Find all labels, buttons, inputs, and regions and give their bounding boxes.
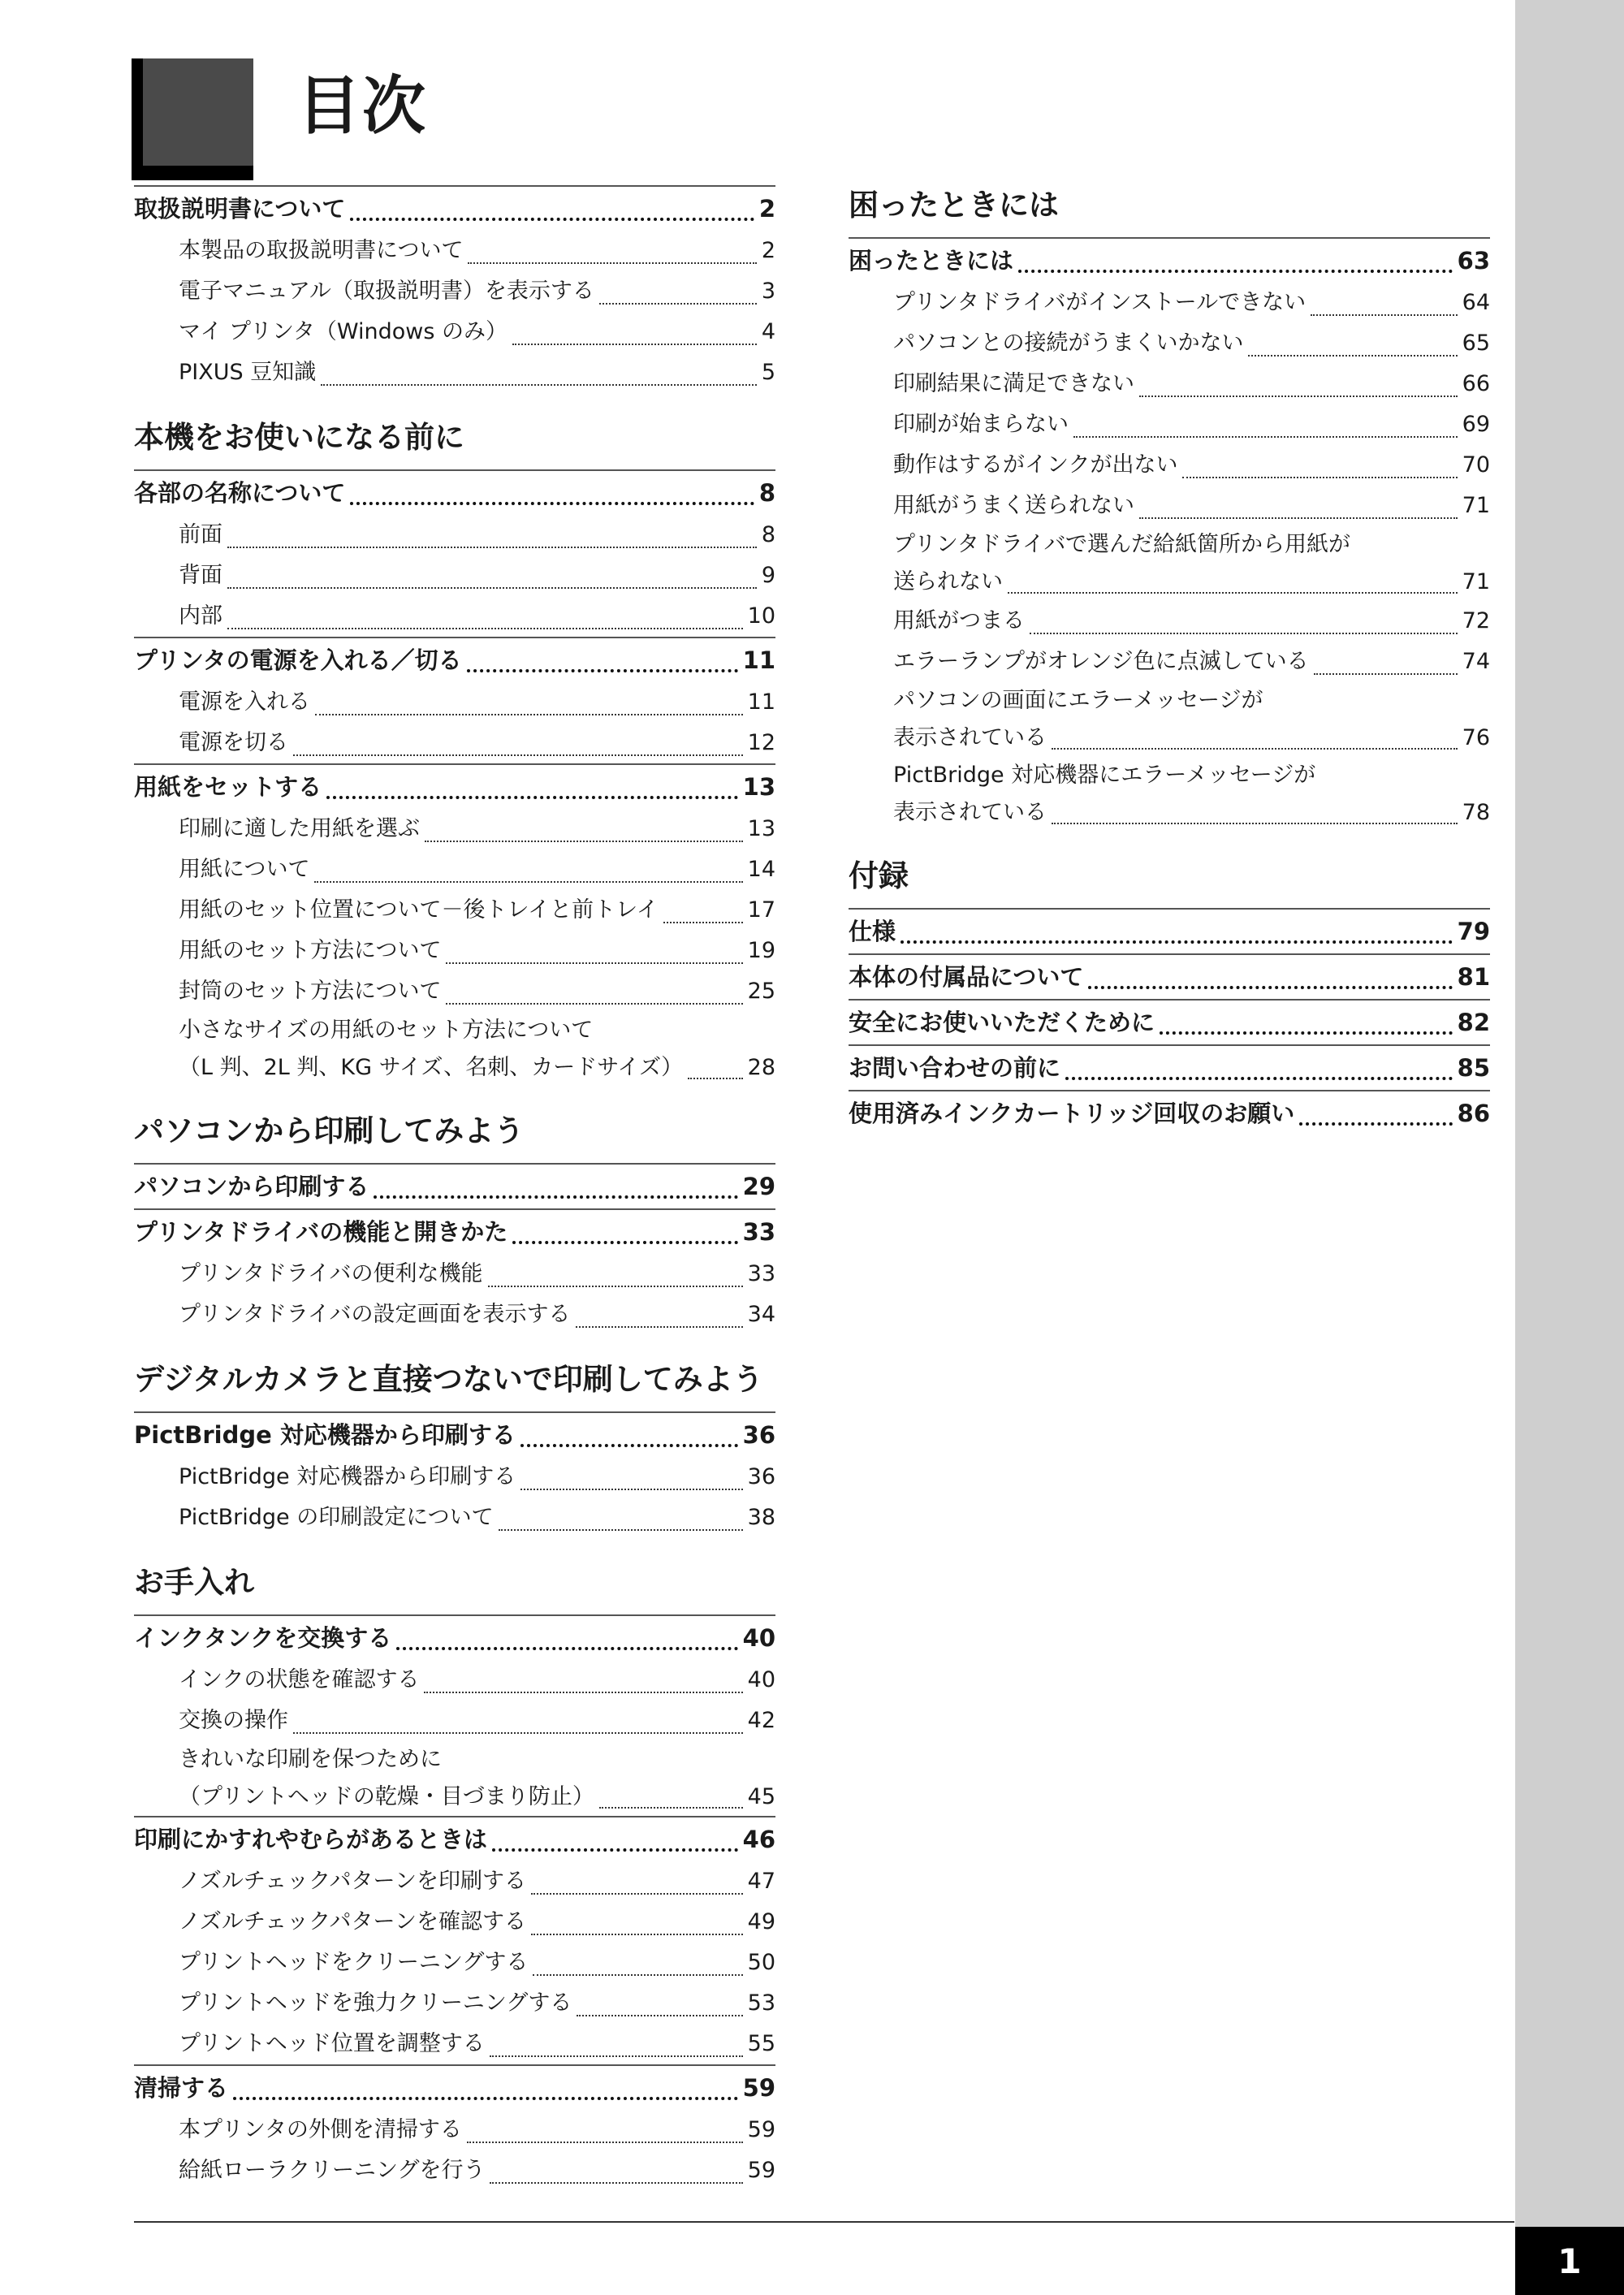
toc-page-number: 79 [1457, 918, 1490, 945]
dot-leader [1088, 986, 1452, 989]
toc-chapter-entry[interactable] [134, 1816, 775, 1861]
toc-page-number: 14 [747, 857, 775, 882]
dot-leader [446, 962, 742, 964]
toc-page-number: 2 [758, 195, 775, 223]
toc-page-number: 34 [747, 1302, 775, 1327]
toc-subentry[interactable] [134, 1457, 775, 1498]
dot-leader [315, 714, 743, 715]
toc-subentry[interactable] [134, 1861, 775, 1902]
section-heading: 付録 [849, 858, 909, 893]
toc-entry-label: プリンタの電源を入れる／切る [134, 646, 462, 674]
toc-entry-label: パソコンとの接続がうまくいかない [893, 331, 1244, 356]
dot-leader [1052, 823, 1458, 824]
toc-left-column [134, 185, 775, 2191]
toc-subentry[interactable] [849, 486, 1490, 526]
toc-subentry[interactable] [134, 2024, 775, 2064]
section-heading: デジタルカメラと直接つないで印刷してみよう [134, 1362, 763, 1397]
toc-page-number: 69 [1462, 412, 1490, 437]
toc-entry-row2 [893, 564, 1490, 601]
toc-subentry[interactable] [849, 323, 1490, 364]
toc-subentry[interactable] [849, 283, 1490, 323]
toc-entry-label: 使用済みインクカートリッジ回収のお願い [849, 1100, 1295, 1127]
dot-leader [227, 628, 743, 629]
toc-subentry[interactable] [134, 1741, 775, 1816]
toc-page-number: 33 [747, 1261, 775, 1286]
toc-subentry[interactable] [134, 352, 775, 393]
toc-subentry[interactable] [134, 931, 775, 971]
dot-leader [1248, 355, 1457, 357]
toc-entry-label: プリントヘッドをクリーニングする [179, 1950, 529, 1975]
dot-leader [1018, 270, 1453, 273]
toc-entry-label: 本製品の取扱説明書について [179, 238, 464, 263]
toc-subentry[interactable] [134, 1660, 775, 1701]
toc-entry-label: 用紙がうまく送られない [893, 493, 1134, 518]
section-heading: お手入れ [134, 1565, 254, 1600]
toc-entry-label-line1: PictBridge 対応機器にエラーメッセージが [893, 763, 1316, 788]
dot-leader [599, 1807, 743, 1809]
toc-page-number: 46 [742, 1826, 775, 1853]
title-block [143, 58, 253, 166]
toc-entry-label: プリンタドライバの設定画面を表示する [179, 1302, 571, 1327]
dot-leader [577, 2015, 742, 2016]
toc-entry-label: 用紙をセットする [134, 773, 322, 801]
toc-chapter-entry[interactable] [134, 1208, 775, 1254]
toc-entry-label: 電子マニュアル（取扱説明書）を表示する [179, 279, 594, 304]
toc-entry-label: 取扱説明書について [134, 195, 346, 223]
toc-entry-label: 印刷が始まらない [893, 412, 1069, 437]
side-strip [1515, 0, 1624, 2295]
toc-entry-row2 [179, 1779, 775, 1816]
dot-leader [533, 1974, 742, 1976]
toc-entry-label: プリントヘッド位置を調整する [179, 2031, 485, 2056]
toc-page-number: 5 [761, 360, 775, 385]
toc-chapter-entry[interactable] [849, 953, 1490, 999]
toc-page-number: 59 [747, 2117, 775, 2142]
toc-page-number: 71 [1462, 493, 1490, 518]
toc-entry-label-line1: パソコンの画面にエラーメッセージが [893, 688, 1263, 713]
toc-entry-label-line2: 表示されている [893, 800, 1047, 825]
toc-subentry[interactable] [134, 682, 775, 723]
toc-page-number: 55 [747, 2031, 775, 2056]
dot-leader [901, 940, 1453, 944]
toc-entry-label: 交換の操作 [179, 1708, 288, 1733]
dot-leader [688, 1078, 743, 1079]
toc-entry-label: 本プリンタの外側を清掃する [179, 2117, 462, 2142]
toc-page-number: 11 [742, 646, 775, 674]
dot-leader [468, 262, 756, 264]
toc-page-number: 42 [747, 1708, 775, 1733]
dot-leader [425, 841, 743, 842]
dot-leader [663, 922, 743, 923]
toc-entry-label-line2: 表示されている [893, 725, 1047, 750]
toc-subentry[interactable] [134, 1012, 775, 1087]
toc-page-number: 70 [1462, 452, 1490, 478]
toc-page-number: 65 [1462, 331, 1490, 356]
toc-page-number: 64 [1462, 290, 1490, 315]
toc-entry-label: お問い合わせの前に [849, 1054, 1061, 1082]
toc-entry-label: 印刷結果に満足できない [893, 371, 1134, 396]
toc-entry-label: 安全にお使いいただくために [849, 1009, 1155, 1036]
dot-leader [531, 1934, 743, 1935]
toc-subentry[interactable] [134, 1294, 775, 1335]
toc-chapter-entry[interactable] [134, 1614, 775, 1660]
dot-leader [1139, 517, 1458, 519]
toc-page-number: 47 [747, 1869, 775, 1894]
section-heading: パソコンから印刷してみよう [134, 1113, 525, 1148]
toc-page-number: 72 [1462, 608, 1490, 633]
dot-leader [488, 1286, 743, 1287]
dot-leader [374, 1195, 737, 1199]
dot-leader [233, 2097, 738, 2100]
toc-page-number: 71 [1462, 569, 1490, 594]
toc-entry-label: PictBridge 対応機器から印刷する [179, 1464, 516, 1489]
dot-leader [293, 754, 743, 756]
toc-page-number: 11 [747, 689, 775, 715]
toc-entry-label: PictBridge の印刷設定について [179, 1505, 494, 1530]
toc-entry-label: マイ プリンタ（Windows のみ） [179, 319, 508, 344]
toc-subentry[interactable] [849, 757, 1490, 832]
dot-leader [520, 1444, 738, 1447]
toc-chapter-entry[interactable] [134, 763, 775, 809]
dot-leader [512, 1241, 737, 1244]
toc-entry-label: インクタンクを交換する [134, 1624, 392, 1652]
toc-entry-label: 用紙について [179, 857, 310, 882]
toc-entry-label: 電源を切る [179, 730, 288, 755]
dot-leader [1299, 1122, 1452, 1126]
toc-subentry[interactable] [134, 271, 775, 312]
toc-entry-row2 [893, 720, 1490, 757]
toc-entry-label: 印刷に適した用紙を選ぶ [179, 816, 420, 841]
dot-leader [576, 1326, 743, 1328]
toc-chapter-entry[interactable] [849, 908, 1490, 953]
dot-leader [446, 1003, 742, 1005]
toc-entry-label: 動作はするがインクが出ない [893, 452, 1178, 478]
dot-leader [1139, 395, 1458, 397]
toc-entry-label: プリンタドライバの機能と開きかた [134, 1218, 508, 1246]
page-number: 1 [1515, 2227, 1624, 2295]
dot-leader [1182, 477, 1457, 478]
toc-page-number: 17 [747, 897, 775, 923]
toc-page-number: 13 [742, 773, 775, 801]
toc-entry-label: 内部 [179, 603, 222, 629]
toc-page-number: 45 [747, 1784, 775, 1809]
toc-page-number: 13 [747, 816, 775, 841]
toc-entry-label: 前面 [179, 522, 222, 547]
toc-subentry[interactable] [849, 642, 1490, 682]
toc-subentry[interactable] [134, 971, 775, 1012]
dot-leader [321, 384, 757, 386]
dot-leader [467, 669, 738, 672]
toc-subentry[interactable] [134, 515, 775, 555]
section-heading: 困ったときには [849, 188, 1059, 223]
toc-entry-label: プリンタドライバがインストールできない [893, 290, 1307, 315]
toc-subentry[interactable] [849, 364, 1490, 404]
toc-entry-row2 [179, 1049, 775, 1087]
toc-chapter-entry[interactable] [849, 1044, 1490, 1090]
toc-entry-label: 電源を入れる [179, 689, 310, 715]
toc-subentry[interactable] [849, 404, 1490, 445]
toc-subentry[interactable] [134, 849, 775, 890]
toc-chapter-entry[interactable] [134, 637, 775, 682]
toc-entry-label: プリントヘッドを強力クリーニングする [179, 1990, 572, 2016]
dot-leader [1311, 314, 1458, 316]
dot-leader [1008, 592, 1458, 594]
toc-page-number: 74 [1462, 649, 1490, 674]
toc-entry-label: インクの状態を確認する [179, 1667, 420, 1692]
dot-leader [424, 1692, 742, 1693]
toc-subentry[interactable] [849, 682, 1490, 757]
dot-leader [227, 547, 757, 548]
toc-chapter-entry[interactable] [134, 1411, 775, 1457]
toc-page-number: 50 [747, 1950, 775, 1975]
dot-leader [531, 1893, 743, 1895]
toc-entry-label: PIXUS 豆知識 [179, 360, 317, 385]
toc-chapter-entry[interactable] [134, 2064, 775, 2110]
toc-page-number: 29 [742, 1173, 775, 1200]
toc-chapter-entry[interactable] [849, 999, 1490, 1044]
toc-subentry[interactable] [134, 890, 775, 931]
toc-entry-label-line2: 送られない [893, 569, 1003, 594]
dot-leader [490, 2055, 743, 2057]
toc-subentry[interactable] [134, 596, 775, 637]
toc-entry-label: 背面 [179, 563, 222, 588]
toc-chapter-entry[interactable] [849, 1090, 1490, 1135]
dot-leader [490, 2182, 742, 2184]
toc-chapter-entry[interactable] [134, 185, 775, 231]
toc-page-number: 9 [761, 563, 775, 588]
toc-page-number: 36 [747, 1464, 775, 1489]
toc-subentry[interactable] [134, 555, 775, 596]
toc-page-number: 66 [1462, 371, 1490, 396]
toc-subentry[interactable] [134, 312, 775, 352]
toc-page-number: 2 [761, 238, 775, 263]
toc-page-number: 10 [747, 603, 775, 629]
toc-page-number: 76 [1462, 725, 1490, 750]
toc-entry-label: ノズルチェックパターンを印刷する [179, 1869, 526, 1894]
toc-chapter-entry[interactable] [849, 237, 1490, 283]
toc-entry-label: 印刷にかすれやむらがあるときは [134, 1826, 488, 1853]
toc-entry-label-line1: 小さなサイズの用紙のセット方法について [179, 1018, 594, 1043]
dot-leader [227, 587, 757, 589]
toc-page-number: 85 [1457, 1054, 1490, 1082]
toc-page-number: 12 [747, 730, 775, 755]
toc-page-number: 63 [1457, 247, 1490, 274]
dot-leader [499, 1529, 743, 1531]
dot-leader [1065, 1077, 1453, 1080]
toc-page-number: 8 [758, 479, 775, 507]
dot-leader [326, 796, 738, 799]
toc-entry-label-line1: きれいな印刷を保つために [179, 1747, 442, 1772]
toc-page-number: 53 [747, 1990, 775, 2016]
toc-subentry[interactable] [134, 231, 775, 271]
toc-chapter-entry[interactable] [134, 1163, 775, 1208]
dot-leader [350, 218, 754, 221]
page-title: 目次 [297, 70, 428, 143]
toc-subentry[interactable] [134, 2110, 775, 2150]
toc-subentry[interactable] [134, 1498, 775, 1538]
toc-entry-label: 困ったときには [849, 247, 1014, 274]
dot-leader [1314, 673, 1458, 675]
toc-subentry[interactable] [134, 1902, 775, 1943]
toc-entry-label: パソコンから印刷する [134, 1173, 369, 1200]
toc-entry-label-line2: （L 判、2L 判、KG サイズ、名刺、カードサイズ） [179, 1055, 684, 1080]
toc-page-number: 36 [742, 1421, 775, 1449]
section-heading: 本機をお使いになる前に [134, 420, 464, 455]
toc-entry-label: 用紙のセット方法について [179, 938, 442, 963]
toc-subentry[interactable] [134, 723, 775, 763]
toc-entry-label-line1: プリンタドライバで選んだ給紙箇所から用紙が [893, 532, 1350, 557]
dot-leader [314, 881, 742, 883]
toc-page-number: 4 [761, 319, 775, 344]
toc-page-number: 28 [747, 1055, 775, 1080]
toc-entry-label: 本体の付属品について [849, 963, 1084, 991]
dot-leader [1160, 1031, 1453, 1035]
toc-subentry[interactable] [134, 1943, 775, 1983]
dot-leader [520, 1489, 742, 1490]
toc-entry-row2 [893, 794, 1490, 832]
toc-page-number: 82 [1457, 1009, 1490, 1036]
toc-page-number: 40 [742, 1624, 775, 1652]
toc-page-number: 33 [742, 1218, 775, 1246]
toc-page-number: 8 [761, 522, 775, 547]
dot-leader [1073, 436, 1458, 438]
dot-leader [492, 1848, 738, 1852]
toc-entry-label: プリンタドライバの便利な機能 [179, 1261, 483, 1286]
dot-leader [599, 303, 757, 305]
toc-entry-label: 用紙のセット位置について－後トレイと前トレイ [179, 897, 659, 923]
dot-leader [1030, 633, 1458, 634]
dot-leader [396, 1647, 737, 1650]
toc-subentry[interactable] [134, 1254, 775, 1294]
dot-leader [293, 1732, 743, 1734]
toc-subentry[interactable] [849, 526, 1490, 601]
toc-entry-label: PictBridge 対応機器から印刷する [134, 1421, 516, 1449]
dot-leader [350, 502, 754, 505]
toc-subentry[interactable] [134, 809, 775, 849]
toc-page-number: 59 [747, 2158, 775, 2183]
toc-right-column [849, 185, 1490, 1135]
dot-leader [467, 2142, 743, 2143]
toc-page-number: 86 [1457, 1100, 1490, 1127]
toc-entry-label: 清掃する [134, 2074, 229, 2102]
toc-entry-label: 用紙がつまる [893, 608, 1025, 633]
dot-leader [1052, 748, 1458, 750]
toc-subentry[interactable] [849, 445, 1490, 486]
toc-page-number: 81 [1457, 963, 1490, 991]
toc-page-number: 59 [742, 2074, 775, 2102]
toc-page-number: 25 [747, 979, 775, 1004]
toc-entry-label: エラーランプがオレンジ色に点滅している [893, 649, 1309, 674]
toc-subentry[interactable] [134, 1701, 775, 1741]
toc-page-number: 3 [761, 279, 775, 304]
toc-entry-label: ノズルチェックパターンを確認する [179, 1909, 526, 1934]
toc-entry-label: 給紙ローラクリーニングを行う [179, 2158, 486, 2183]
toc-page-number: 78 [1462, 800, 1490, 825]
toc-subentry[interactable] [134, 1983, 775, 2024]
toc-page-number: 38 [747, 1505, 775, 1530]
toc-subentry[interactable] [849, 601, 1490, 642]
toc-entry-label-line2: （プリントヘッドの乾燥・目づまり防止） [179, 1784, 594, 1809]
toc-chapter-entry[interactable] [134, 469, 775, 515]
toc-entry-label: 封筒のセット方法について [179, 979, 442, 1004]
toc-subentry[interactable] [134, 2150, 775, 2191]
toc-page-number: 19 [747, 938, 775, 963]
footer-rule [134, 2221, 1514, 2223]
dot-leader [512, 344, 757, 345]
toc-entry-label: 仕様 [849, 918, 896, 945]
toc-entry-label: 各部の名称について [134, 479, 346, 507]
toc-page-number: 49 [747, 1909, 775, 1934]
toc-page-number: 40 [747, 1667, 775, 1692]
